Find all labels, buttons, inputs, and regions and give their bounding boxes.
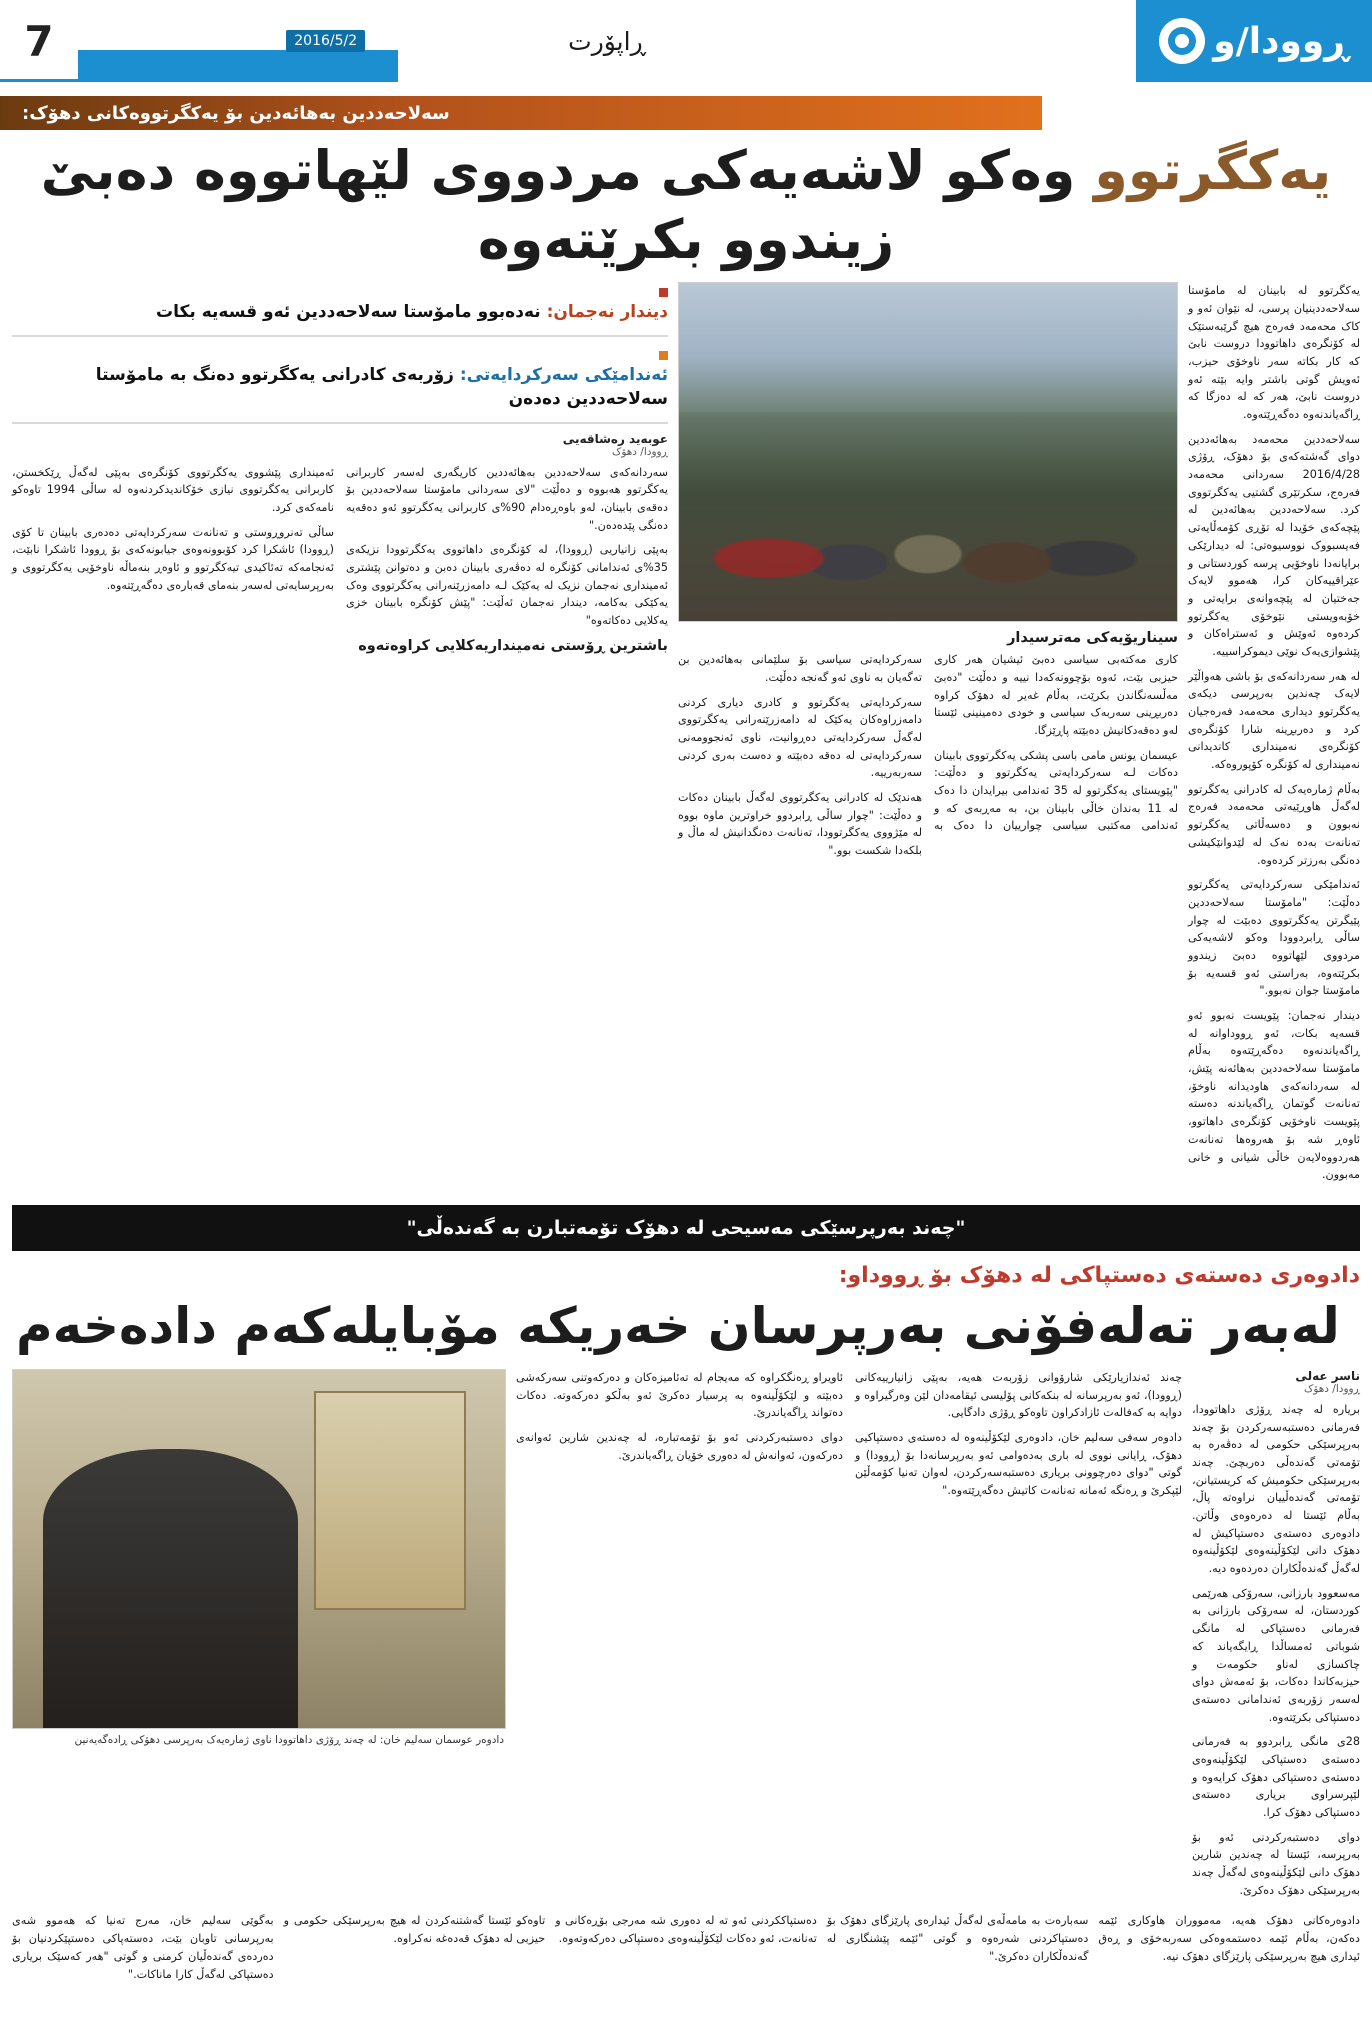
- paragraph: سه‌رکردایه‌تی یه‌کگرتوو و کادری دیاری کردنی دامه‌زراوه‌کان یه‌کێک له‌ دامه‌زرێنه‌رانی یه‌کگرتووی له‌گه‌ڵ سه‌رکردایه‌تی ده‌ڕوانیت، ناوی ئه‌نجوومه‌نی سه‌رکردایه‌تی له‌ ده‌قه‌ ده‌بێته‌ و ده‌ست به‌ری کردنی سه‌ربه‌رییه‌.: [678, 695, 922, 780]
- paragraph: ساڵی ته‌نروڕوستی و ته‌نانه‌ت سه‌رکردایه‌تی ده‌ده‌ری بابینان تا کۆی (ڕوودا) ئاشکرا کرد کۆبوونه‌وه‌ی جیابونه‌که‌ی بۆ ڕوودا ئاشکرا نابێت، ئه‌نجامه‌که‌ ته‌ئاکیدی تیه‌کگرتوو و ئاوه‌ڕ بنه‌ماڵه‌ ناوخۆیی یه‌کگرتووی و به‌رپرسایه‌تی له‌سه‌ر بنه‌مای قه‌باره‌ی ده‌گه‌ڕێته‌وه‌.: [12, 525, 334, 592]
- divider: [12, 422, 668, 424]
- paragraph: دادوه‌ر سه‌فی سه‌لیم خان، دادوه‌ری لێکۆڵینه‌وه‌ له‌ ده‌سته‌ی ده‌ستپاکیی دهۆک، ڕایانی نووی له‌ باری به‌ده‌وامی ئه‌و به‌رپرسانه‌دا بۆ (ڕوودا) و گوتی "دوای ده‌رچوونی بریاری ده‌ستبه‌سه‌رکردن، له‌وان ته‌نیا کۆمه‌ڵێن لێپکرێ و ڕه‌نگه‌ ئه‌مانه‌ ته‌نانه‌ت کاتیش ده‌گه‌ڕێته‌وه‌.": [855, 1430, 1182, 1498]
- story2-mid-text: [516, 1369, 1182, 1500]
- story1-byline-outlet: ڕوودا/ دهۆک: [611, 445, 668, 458]
- story2-footer: [0, 1906, 1372, 1990]
- divider: [12, 335, 668, 337]
- masthead: [0, 0, 1372, 82]
- story1-subhead-2: باشترین ڕۆستی نه‌مینداریه‌کلایی كراوه‌ته‌وه‌: [358, 637, 668, 654]
- story1-kicker-bar: [0, 96, 1372, 130]
- story2-photo: [12, 1369, 506, 1729]
- paragraph: مه‌سعوود بارزانی، سه‌رۆکی هه‌رێمی کوردستان، له‌ سه‌رۆکی بارزانی به‌ فه‌رمانی ده‌ستپاکی له‌ مانگی شوباتی ئه‌مساڵدا ڕایگه‌یاند که‌ چاکسازی له‌ناو حکومه‌ت و حیزبه‌کاندا ده‌کات، بۆ ئه‌مه‌ش دوای له‌سه‌ر زۆربه‌ی ئه‌ندامانی ده‌سته‌ی ده‌ستپاکی بکرێته‌وه‌.: [1192, 1586, 1360, 1724]
- story1-subhead-1: سیناریۆیه‌کی مه‌ترسیدار: [1007, 630, 1178, 647]
- story2-byline-outlet: ڕوودا/ دهۆک: [1303, 1382, 1360, 1395]
- story1-left-text: [12, 464, 668, 630]
- story2-footer-col-4: [284, 1912, 546, 1990]
- story1-kicker-text: سه‌لاحه‌ددین به‌هائه‌دین بۆ یه‌کگرتووه‌کانی دهۆک:: [22, 102, 450, 124]
- story1-headline-rest: وه‌کو لاشه‌یه‌کی مردووی لێهاتووه‌ ده‌بێ زیندوو بکرێته‌وه‌: [40, 139, 1076, 272]
- story1-headline-wrap: [0, 130, 1372, 276]
- story2-footer-col-1: [1098, 1912, 1360, 1990]
- story2-right-text: [1192, 1401, 1360, 1900]
- story2-photo-caption: دادوه‌ر عوسمان سه‌لیم خان: له‌ چه‌ند ڕۆژی داهاتوودا ناوی ژماره‌یه‌ک به‌رپرسی دهۆکی ڕاده‌گه‌یه‌نین: [74, 1733, 504, 1746]
- teaser-1-accent: دیندار نه‌جمان:: [546, 302, 668, 323]
- bullet-square-icon: [659, 288, 668, 297]
- paragraph: به‌گوێی سه‌لیم خان، مه‌رج ته‌نیا که‌ هه‌موو شه‌ی به‌رپرسانی تاوبان بێت، ده‌سته‌پاکی ده‌ستپێکردنیان بۆ ده‌رده‌ی گه‌نده‌ڵیان کرمنی و گوتی "هه‌ر که‌سێک بریاری ده‌ستپاکی له‌گه‌ڵ کارا ماناکات.": [12, 1914, 274, 1981]
- story2-footer-col-3: [555, 1912, 817, 1990]
- paragraph: کاری مه‌کته‌بی سیاسی ده‌بێ ئیشیان هه‌ر کاری حیزبی بێت، ئه‌وه‌ بۆچوونه‌که‌دا نییه‌ و ده‌ڵێت "ده‌بێ مه‌ڵسه‌نگاندن بکرێت، به‌ڵام غه‌یر له‌ دهۆک کراوه‌ ده‌ربڕینی سه‌ربه‌ک سیاسی و خودی ده‌مینینی ئێستا له‌و ده‌قه‌دکانیش ده‌بێته‌ پاڕێزگا.: [934, 653, 1178, 737]
- paragraph: هه‌ندێک له‌ کادرانی یه‌کگرتووی له‌گه‌ڵ بابینان ده‌کات و ده‌ڵێت: "چوار ساڵی ڕابردوو خراوترین ماوه‌ بووه‌ له‌ مێژووی یه‌کگرتوودا، ته‌نانه‌ت ده‌نگدانیش له‌ ماڵ و بلکه‌دا شکست بوو.": [678, 791, 922, 858]
- story1-photo: [678, 282, 1178, 622]
- paragraph: به‌ڵام ژماره‌یه‌ک له‌ کادرانی یه‌کگرتوو له‌گه‌ڵ هاوڕێیه‌تی محه‌مه‌د فه‌ره‌ج نه‌بوون و ده‌سه‌ڵاتی یه‌کگرتوو ته‌نانه‌ت به‌ده‌ نه‌ک له‌ لێدوانێکیشی ده‌نگی به‌رزتر کرده‌وه‌.: [1188, 782, 1360, 867]
- paragraph: چه‌ند ئه‌ندازیارێکی شارۆوانی زۆربه‌ت هه‌یه‌، به‌پێی زانیارییه‌کانی (ڕوودا)، ئه‌و به‌رپرسانه‌ له‌ بنکه‌کانی پۆلیسی ئیقامه‌دان لێن وه‌رگیراوه‌ و دوایه‌ به‌ که‌فاله‌ت ئازادکراون تاوه‌کو ڕۆژی دادگایی.: [855, 1370, 1182, 1420]
- pull-quote-bar: [12, 1205, 1360, 1251]
- paragraph: سه‌لاحه‌ددین محه‌مه‌د به‌هائه‌ددین دوای گه‌شته‌که‌ی بۆ دهۆک، ڕۆژی 2016/4/28 سه‌ردانی محه‌مه‌د فه‌ره‌ج، سکرتێری گشتیی یه‌کگرتووی کرد. سه‌لاحه‌ددین به‌هائه‌دین له‌ پێچه‌که‌ی خۆیدا له‌ تۆڕی کۆمه‌ڵایه‌تی فه‌یسبووک نووسیوه‌تی: له‌ دیدارێکی برایانه‌دا ناوخۆیی پرسه‌ کوردستانی و عێراقییه‌کان کرا، هه‌موو لایه‌ک جه‌ختیان له‌ پێچه‌وانه‌ی برایه‌تی و خۆبه‌ویستی نێوخۆی یه‌کگرتوو کرده‌وه‌ ئه‌وێش و ئه‌ستراه‌کان و پێشوازی‌یه‌ک نوێی دیموکراسییه‌.: [1188, 432, 1360, 658]
- issue-weekday: دووشـــه‌ممه‌: [197, 33, 273, 49]
- story1-teaser-1-title: [12, 301, 668, 325]
- story1-kicker-spacer: [1042, 96, 1372, 130]
- story2-kicker: دادوه‌ری ده‌سته‌ی ده‌ستپاکی له‌ دهۆک بۆ ڕووداو:: [838, 1262, 1360, 1288]
- story2-right-column: [1192, 1369, 1360, 1907]
- story1-headline: [16, 136, 1356, 274]
- story2-mid-column: [516, 1369, 1182, 1500]
- paragraph: دادوه‌ره‌کانی دهۆک هه‌یه‌، مه‌مووران هاوکاری ئێمه‌ ده‌که‌ن، به‌ڵام ئێمه‌ ده‌ستمه‌وه‌کی سه‌ربه‌خۆی و ڕه‌ق ئیداری هیچ به‌رپرسێکی پارێزگای دهۆک نیه‌.: [1098, 1914, 1360, 1963]
- paragraph: له‌ هه‌ر سه‌ردانه‌که‌ی بۆ باشی هه‌واڵێر لایه‌ک چه‌ندین به‌رپرسی دیکه‌ی یه‌کگرتوو دیداری محه‌مه‌د فه‌ره‌جیان کرد و ده‌ربڕینه‌ شارا کۆنگره‌ی کۆنگره‌ی نه‌مینداری کاندیدانی نه‌مینداری له‌ کۆنگره‌ کۆپوروه‌که‌.: [1188, 669, 1360, 772]
- story2-photo-column: [12, 1369, 506, 1749]
- teaser-2-rest: زۆربه‌ی کادرانی یه‌کگرتوو ده‌نگ به‌ مامۆستا سه‌لاحه‌ددین ده‌ده‌ن: [95, 365, 668, 409]
- paragraph: سه‌باره‌ت به‌ مامه‌ڵه‌ی له‌گه‌ڵ ئیداره‌ی پارێزگای دهۆک بۆ ده‌ستپاکردنی شه‌ره‌وه‌ و گوتی "ئێمه‌ پێشنگاری له‌ گه‌نده‌ڵکاران ده‌کرێ.": [826, 1914, 1089, 1963]
- story1-mid-text: [678, 651, 1178, 860]
- story1-byline-name: عوبه‌يد ره‌شاقه‌يى: [562, 431, 668, 446]
- story2-headline: له‌به‌ر ته‌له‌فۆنی به‌رپرسان خه‌ریکه‌ مۆبایله‌که‌م داده‌خه‌م: [16, 1296, 1340, 1355]
- story2-byline-name: ناسر عه‌لی: [1295, 1368, 1360, 1383]
- story2-byline: [1192, 1369, 1360, 1395]
- story1-left-column: [12, 282, 668, 659]
- story1-teaser-2-title: [12, 364, 668, 412]
- page-number: 7: [0, 0, 78, 82]
- paragraph: یه‌کگرتوو له‌ بابینان له‌ مامۆستا سه‌لاحه‌ددینیان پرسی، له‌ نێوان ئه‌و و کاک محه‌مه‌د فه‌ره‌ج هیچ گرێبه‌ستێک له‌ کۆنگره‌ی داهاتوودا دروست نابێ که‌ کار بکاته‌ سه‌ر ناوخۆی حیزب، ئه‌ویش گوتی باشتر وایه‌ بێته‌ ئه‌و دروست نابێ، هه‌ر که‌ له‌ ده‌زگا که‌ ڕاگه‌یاندنه‌وه‌ ده‌گه‌ڕێته‌وه‌.: [1188, 284, 1360, 422]
- story1-right-text: [1188, 282, 1360, 1184]
- story1-teaser-2[interactable]: [12, 345, 668, 412]
- story1-teaser-1[interactable]: [12, 282, 668, 325]
- paragraph: ئه‌مینداری پێشووی یه‌کگرتووی کۆنگره‌ی به‌پێی له‌گه‌ڵ ڕێکخستن، کاربرانی یه‌کگرتووی نیازی خۆکاندیدکردنه‌وه‌ له‌ ساڵی 1994 تاوه‌کو نامه‌که‌ی کرد.: [12, 465, 334, 514]
- paragraph: بریاره‌ له‌ چه‌ند ڕۆژی داهاتوودا، فه‌رمانی ده‌ستبه‌سه‌رکردن بۆ چه‌ند به‌رپرسێکی حکومی له‌ ده‌ڤه‌ره‌ به‌ تۆمه‌تی گه‌نده‌ڵی ده‌ربچێ. چه‌ند به‌رپرسێکی حکومیش که‌ کریستیانن، تۆمه‌تی گه‌نده‌ڵییان نراوه‌ته‌ پاڵ، به‌ڵام ئێستا له‌ ده‌ره‌وه‌ی وڵاتن. دادوه‌ری ده‌سته‌ی ده‌ستپاکیش له‌ دهۆک دانی لێکۆڵینه‌وه‌ی لێکۆڵینه‌وه‌ له‌گه‌ڵ گه‌نده‌ڵکاران ده‌رده‌وه‌ دیه‌.: [1192, 1402, 1360, 1576]
- story1-byline: [12, 432, 668, 458]
- paragraph: 28ی مانگی ڕابردوو به‌ فه‌رمانی ده‌سته‌ی ده‌ستپاکی لێکۆڵینه‌وه‌ی ده‌سته‌ی ده‌ستپاکی دهۆک کرایه‌وه‌ و لێپرسراوی بریاری ده‌سته‌ی ده‌ستپاکی دهۆک کرا.: [1192, 1735, 1360, 1820]
- logo-text: ڕوودا/و: [1213, 20, 1349, 62]
- section-title: ڕاپۆرت: [568, 26, 646, 56]
- pull-quote-text: "چه‌ند به‌رپرسێکی مه‌سیحی له‌ دهۆک تۆمه‌تبارن به‌ گه‌نده‌ڵی": [406, 1216, 966, 1239]
- paragraph: ئه‌ندامێکی سه‌رکردایه‌تی یه‌کگرتوو ده‌ڵێت: "مامۆستا سه‌لاحه‌ددین پێیگرتن یه‌کگرتووی ده‌بێت له‌ چوار ساڵی ڕابردوودا وه‌کو لاشه‌یه‌کی مردووی لێهاتووه‌ ده‌بێ زیندوو بکرێته‌وه‌، به‌راستی ئه‌و قسه‌یه‌ بۆ مامۆستا جوان نه‌بوو.": [1188, 878, 1360, 998]
- story1-photo-column: [678, 282, 1178, 860]
- story2-body: [0, 1359, 1372, 1907]
- story1-right-column: [1188, 282, 1360, 1191]
- issue-number: ژمــاره‌ ( 406 ): [92, 33, 184, 49]
- paragraph: دوای ده‌ستبه‌رکردنی ئه‌و بۆ تۆمه‌تباره‌، له‌ چه‌ندین شارین ئه‌وانه‌ی ده‌رکه‌ون، ئه‌وانه‌ش له‌ ده‌وری خۆیان ڕاگه‌یاندرێ.: [516, 1430, 843, 1462]
- masthead-center: [78, 0, 1136, 82]
- logo-mark-icon: [1159, 18, 1205, 64]
- newspaper-logo: [1136, 0, 1372, 82]
- teaser-1-rest: نه‌ده‌بوو مامۆستا سه‌لاحه‌ددین ئه‌و قسه‌یه‌ بکات: [156, 302, 541, 323]
- bullet-square-icon: [659, 351, 668, 360]
- paragraph: دوای ده‌ستبه‌رکردنی ئه‌و بۆ به‌رپرسه‌، ئێستا له‌ چه‌ندین شارین دهۆک دانی لێکۆڵینه‌وه‌ی له‌گه‌ڵ چه‌ند به‌رپرسێکی دهۆک ده‌کرێ.: [1192, 1830, 1360, 1897]
- paragraph: به‌پێی زانیاریی (ڕوودا)، له‌ کۆنگره‌ی داهاتووی یه‌کگرتوودا نزیکه‌ی 35%ی ئه‌ندامانی کۆنگره‌ له‌ ده‌ڤه‌ری بابینان ده‌بن و ده‌توانن پێشتری ئه‌مینداری نه‌جمان نزیک له‌ یه‌کێک لـه‌ دامه‌زرێنه‌رانی یه‌کگرتووی وه‌ک یه‌کێکی به‌کامه‌، دیندار نه‌جمان ئه‌ڵێت: "پێش کۆنگره‌ بابینان خزی یه‌کلایی ده‌کاته‌وه‌": [346, 543, 668, 628]
- paragraph: ده‌ستپاککردنی ئه‌و ته‌ له‌ ده‌وری شه‌ مه‌رجی بۆڕه‌کانی و ته‌نانه‌ت، ئه‌و ده‌کات لێکۆڵینه‌وه‌ی ده‌ستپاکی ده‌رکه‌وته‌وه‌.: [555, 1914, 817, 1946]
- story1-headline-accent: یه‌کگرتوو: [1094, 139, 1332, 202]
- story2-footer-col-2: [827, 1912, 1089, 1990]
- masthead-meta: [78, 0, 379, 82]
- paragraph: ئاویراو ڕه‌نگکراوه‌ که‌ مه‌یجام له‌ ته‌ئامیزه‌کان و ده‌رکه‌وتنی سه‌رکه‌شی ده‌بێته‌ و لێکۆڵینه‌وه‌ به‌ پرسیار ده‌کرێ ئه‌و به‌ڵکو ده‌رکه‌وته‌. ده‌کات ده‌تواند ڕاگه‌یاندرێ.: [516, 1370, 843, 1420]
- teaser-2-accent: ئه‌ندامێکی سه‌رکردایه‌تی:: [459, 365, 668, 386]
- story1-body: [0, 276, 1372, 1191]
- paragraph: عیسمان یونس مامی باسی پشکی یه‌کگرتووی بابینان ده‌کات لـه‌ سه‌رکردایه‌تی یه‌کگرتوو و ده‌ڵێت: "پێویستای یه‌کگرتوو له‌ 35 ئه‌ندامی بیرایدان دا ده‌ک له‌ 11 به‌ندان خاڵی بابینان بن، به‌ مه‌ڕبه‌ی که‌ و ئه‌ندامی مه‌کتبی سیاسی چوارییان دا ده‌ک به‌ سه‌رکردایه‌تی سیاسی بۆ سلێمانی به‌هائه‌دین بن ته‌گه‌یان به‌ ناوی ئه‌و گه‌نجه‌ ده‌ڵێت.: [678, 653, 1178, 833]
- story2-footer-col-5: [12, 1912, 274, 1990]
- issue-date: 2016/5/2: [286, 30, 365, 52]
- paragraph: دیندار نه‌جمان: پێویست نه‌بوو ئه‌و قسه‌یه‌ بکات، ئه‌و ڕووداوانه‌ له‌ ڕاگه‌یاندنه‌وه‌ ده‌گه‌ڕێته‌وه‌ به‌ڵام مامۆستا سه‌لاحه‌ددین به‌هائه‌نه‌ پێش، له‌ سه‌ردانه‌که‌ی هاودیدانه‌ ناوخۆ، ته‌نانه‌ت گوتمان ڕاگه‌یاندنه‌ ده‌سته‌ پێویست ناوخۆیی کۆنگره‌ی داهاتوو، ئاوه‌ڕ شه‌ بۆ هه‌روه‌ها ته‌نانه‌ت هه‌ردووه‌لایه‌ن خاڵی شیانی و خانی مه‌بوون.: [1188, 1009, 1360, 1182]
- paragraph: تاوه‌کو ئێستا گه‌شتنه‌کردن له‌ هیچ به‌رپرسێکی حکومی و حیزبی له‌ دهۆک قه‌ده‌غه‌ نه‌کراوه‌.: [283, 1914, 546, 1946]
- paragraph: سه‌ردانه‌که‌ی سه‌لاحه‌ددین به‌هائه‌ددین کاریگه‌ری له‌سه‌ر کاربرانی یه‌کگرتوو هه‌بووه‌ و ده‌ڵێت "لای سه‌ردانی مامۆستا سه‌لاحه‌ددین بۆ ده‌قه‌ی بابینان، له‌و باوه‌ڕه‌دام 90%ی کاربرانی یه‌کگرتوو ئه‌و ده‌قه‌یه‌ ده‌نگی پێده‌ده‌ن.": [346, 465, 668, 532]
